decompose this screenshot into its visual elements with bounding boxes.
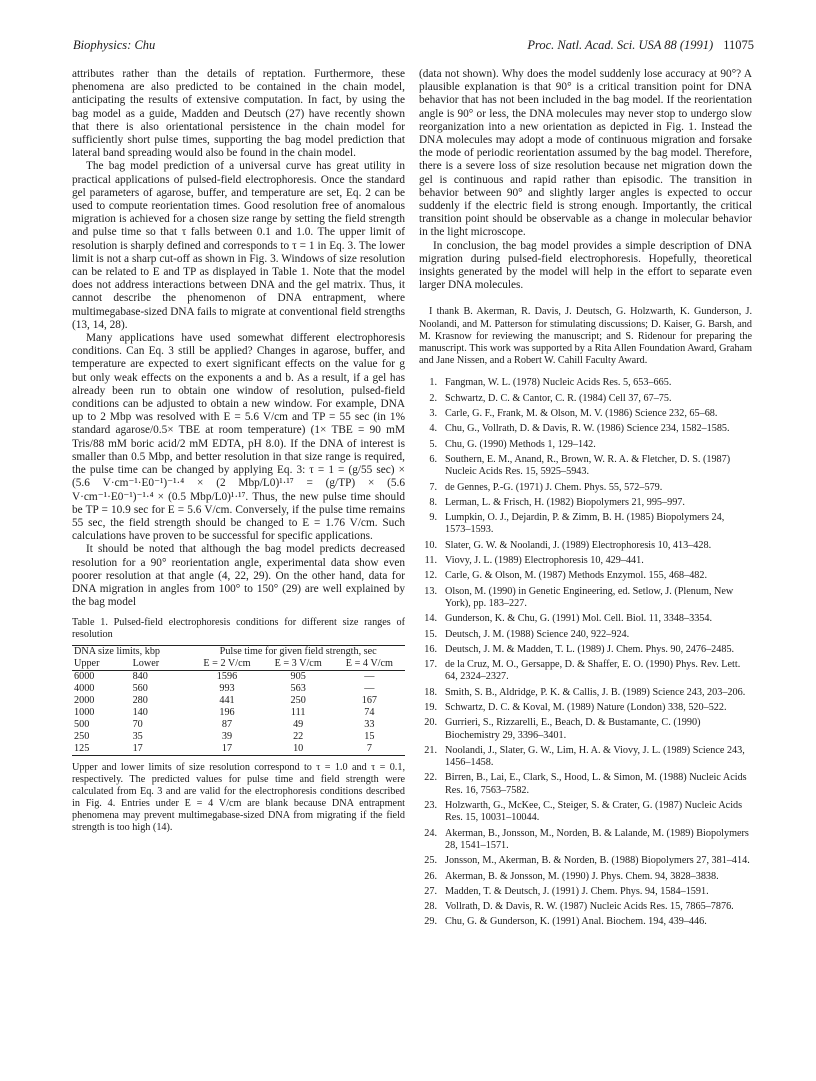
data-table bbox=[72, 645, 405, 756]
reference-text: Schwartz, D. C. & Cantor, C. R. (1984) Cell 37, 67–75. bbox=[445, 392, 672, 404]
reference-text: Deutsch, J. M. & Madden, T. L. (1989) J. Chem. Phys. 90, 2476–2485. bbox=[445, 643, 735, 655]
reference-item bbox=[419, 377, 752, 389]
table-body bbox=[72, 671, 405, 756]
reference-list bbox=[419, 377, 752, 928]
reference-item bbox=[419, 423, 752, 435]
table-cell: 15 bbox=[364, 731, 375, 743]
reference-text: de la Cruz, M. O., Gersappe, D. & Shaffer, E. O. (1990) Phys. Rev. Lett. 64, 2324–2327. bbox=[445, 659, 741, 683]
reference-text: Olson, M. (1990) in Genetic Engineering, ed. Setlow, J. (Plenum, New York), pp. 183–227. bbox=[445, 585, 734, 609]
right-column bbox=[419, 68, 752, 932]
table-cell: 250 bbox=[290, 695, 306, 707]
reference-text: Chu, G., Vollrath, D. & Davis, R. W. (1986) Science 234, 1582–1585. bbox=[445, 423, 730, 435]
reference-item bbox=[419, 871, 752, 883]
body-paragraph: In conclusion, the bag model provides a simple description of DNA migration during pulsed-field electrophoresis. Hopefully, theoretical insights generated by the model will help in the effort to separate even larger DNA molecules. bbox=[419, 239, 752, 292]
reference-text: Akerman, B., Jonsson, M., Norden, B. & Lalande, M. (1989) Biopolymers 28, 1541–1571. bbox=[445, 827, 749, 851]
reference-number: 25. bbox=[424, 855, 437, 867]
reference-text: Carle, G. & Olson, M. (1987) Methods Enzymol. 155, 468–482. bbox=[445, 570, 708, 582]
reference-item bbox=[419, 745, 752, 770]
table-column-header: Upper bbox=[74, 658, 100, 670]
reference-text: Jonsson, M., Akerman, B. & Norden, B. (1988) Biopolymers 27, 381–414. bbox=[445, 855, 750, 867]
table-cell: 39 bbox=[221, 731, 233, 743]
table-cell: 500 bbox=[74, 719, 90, 731]
table-cell: 17 bbox=[132, 743, 143, 755]
reference-text: Vollrath, D. & Davis, R. W. (1987) Nucleic Acids Res. 15, 7865–7876. bbox=[445, 901, 734, 913]
journal-citation: Proc. Natl. Acad. Sci. USA 88 (1991) bbox=[527, 38, 714, 52]
reference-text: Smith, S. B., Aldridge, P. K. & Callis, J. B. (1989) Science 243, 203–206. bbox=[445, 686, 746, 698]
reference-item bbox=[419, 629, 752, 641]
table-cell: 74 bbox=[364, 707, 375, 719]
table-cell: — bbox=[364, 671, 375, 683]
reference-item bbox=[419, 497, 752, 509]
reference-number: 2. bbox=[429, 392, 437, 404]
table-cell: 49 bbox=[293, 719, 304, 731]
acknowledgment: I thank B. Akerman, R. Davis, J. Deutsch, G. Holzwarth, K. Gunderson, J. Noolandi, and M. Patterson for stimulating discussions; D. Kaiser, G. Barsh, and M. Krasnow for reviewing the manuscript; and S. Ridenour for preparing the manuscript. This work was supported by a Rita Allen Foundation Award, Graham and Jane Nissen, and a Robert W. Cahill Faculty Award. bbox=[419, 306, 752, 367]
reference-item bbox=[419, 644, 752, 656]
reference-number: 12. bbox=[424, 570, 437, 582]
body-paragraph: (data not shown). Why does the model suddenly lose accuracy at 90°? A plausible explanation is that 90° is a critical transition point for DNA behavior that has not been included in the bag model. If the reorientation angle is 90° or less, the DNA molecules may never stop to undergo slow reorganization into a new orientation as depicted in Fig. 1. Instead the DNA molecules may adopt a mode of continuous migration and forsake the mode of periodic reorientation assumed by the bag model. Therefore, there is a severe loss of size resolution because net migration down the gel is continuous and rapid rather than episodic. The transition in behavior between 90° and slightly larger angles is expected to occur suddenly if the electric field is strong enough. Importantly, the critical transition point should be observable as a change in molecular behavior in the light microscope. bbox=[419, 68, 752, 239]
table-row bbox=[72, 707, 405, 719]
reference-number: 7. bbox=[429, 481, 437, 493]
reference-text: Viovy, J. L. (1989) Electrophoresis 10, 429–441. bbox=[445, 555, 644, 567]
body-paragraph: attributes rather than the details of reptation. Furthermore, these phenomena are also predicted to be contained in the chain model, anticipating the results of extensive computation. In fact, by using the bag model as a guide, Madden and Deutsch (27) have recently shown that there is also orientational persistence in the chain model for sufficiently short pulse times, supporting the bag model prediction that lateral band spreading would also be found in the chain model. bbox=[72, 68, 405, 160]
table-row bbox=[72, 743, 405, 756]
reference-number: 23. bbox=[424, 800, 437, 812]
reference-text: Southern, E. M., Anand, R., Brown, W. R. A. & Fletcher, D. S. (1987) Nucleic Acids Res. 15, 5925–5943. bbox=[445, 453, 731, 478]
reference-item bbox=[419, 439, 752, 451]
reference-number: 24. bbox=[424, 827, 437, 839]
table-cell: 196 bbox=[219, 707, 235, 719]
table-cell: 905 bbox=[290, 671, 306, 683]
table-cell: 22 bbox=[293, 731, 304, 743]
table-column-header: E = 4 V/cm bbox=[345, 658, 393, 670]
table-row bbox=[72, 719, 405, 731]
body-paragraph: Many applications have used somewhat different electrophoresis conditions. Can Eq. 3 still be applied? Changes in agarose, buffer, and temperature are expected to exert significant effects on the value for g but only weak effects on the exponents a and b. As a result, if a gel has already been run to obtain one window of resolution, pulsed-field conditions can be adjusted to obtain a new window. For example, DNA up to 2 Mbp was resolved with E = 5.6 V/cm and TP = 55 sec (in 1% standard agarose/0.5× TBE at room temperature) (1× TBE = 90 mM Tris/88 mM boric acid/2 mM EDTA, pH 8.0). If the DNA of interest is smaller than 0.5 Mbp, and better resolution in that size range is required, the pulse time can be changed by applying Eq. 3: τ = 1 = (g/55 sec) × (5.6 V·cm⁻¹·E0⁻¹)⁻¹·⁴ × (2 Mbp/L0)¹·¹⁷ = (g/TP) × (5.6 V·cm⁻¹·E0⁻¹)⁻¹·⁴ × (0.5 Mbp/L0)¹·¹⁷. Thus, the new pulse time should be TP = 10.9 sec for E = 5.6 V/cm. Conversely, if the pulse time remains 55 sec, the field strength should be changed to E = 1.76 V/cm. Such calculations have proven to be successful for specific applications. bbox=[72, 332, 405, 543]
reference-item bbox=[419, 855, 752, 867]
table-column-header: E = 3 V/cm bbox=[274, 658, 322, 670]
reference-number: 4. bbox=[429, 423, 437, 435]
reference-text: de Gennes, P.-G. (1971) J. Chem. Phys. 55, 572–579. bbox=[445, 481, 663, 493]
reference-item bbox=[419, 828, 752, 853]
table-cell: 7 bbox=[366, 743, 372, 755]
reference-text: Chu, G. & Gunderson, K. (1991) Anal. Biochem. 194, 439–446. bbox=[445, 916, 707, 928]
body-paragraph: The bag model prediction of a universal curve has great utility in practical applications of pulsed-field electrophoresis. Once the standard gel parameters of agarose, buffer, and temperature are set, Eq. 2 can be used to compute reorientation times. Good resolution free of anomalous migration is achieved for a chosen size range by setting the field strength and pulse time so that τ falls between 0.1 and 1.0. The upper limit of resolution is sharply defined and corresponds to τ = 1 in Eq. 3. The lower limit is not a sharp cut-off as shown in Fig. 3. Windows of size resolution can be related to E and TP as displayed in Table 1. Note that the model does not address interactions between DNA and the gel matrix. Thus, it cannot describe the phenomenon of DNA entrapment, where multimegabase-sized DNA fails to migrate at conventional field strengths (13, 14, 28). bbox=[72, 160, 405, 331]
reference-text: Noolandi, J., Slater, G. W., Lim, H. A. & Viovy, J. L. (1989) Science 243, 1456–1458. bbox=[445, 744, 745, 769]
table-cell: 17 bbox=[221, 743, 233, 755]
reference-number: 20. bbox=[424, 717, 437, 729]
table-cell: 1000 bbox=[74, 707, 95, 719]
table-cell: 35 bbox=[132, 731, 143, 743]
table-group-header: Pulse time for given field strength, sec bbox=[219, 646, 377, 658]
reference-text: Birren, B., Lai, E., Clark, S., Hood, L. & Simon, M. (1988) Nucleic Acids Res. 16, 7563–7582. bbox=[445, 772, 747, 796]
reference-number: 9. bbox=[429, 512, 437, 524]
reference-item bbox=[419, 659, 752, 684]
reference-text: Gurrieri, S., Rizzarelli, E., Beach, D. & Bustamante, C. (1990) Biochemistry 29, 3396–3401. bbox=[445, 717, 701, 741]
body-paragraph: It should be noted that although the bag model predicts decreased resolution for a 90° reorientation angle, experimental data show even poorer resolution at that angle (4, 22, 29). On the other hand, data for DNA migration in angles from 100° to 150° (29) are well explained by the bag model bbox=[72, 543, 405, 609]
table-cell: 280 bbox=[132, 695, 148, 707]
running-header-journal bbox=[527, 38, 754, 53]
table-footnote: Upper and lower limits of size resolution correspond to τ = 1.0 and τ = 0.1, respectively. The predicted values for pulse time and field strength were calculated from Eq. 3 and are valid for the electrophoresis conditions described in Fig. 4. Entries under E = 4 V/cm are blank because DNA entrapment phenomena may prevent multimegabase-sized DNA from migrating if the field strength is too high (14). bbox=[72, 762, 405, 834]
reference-number: 19. bbox=[424, 702, 437, 713]
table-cell: 6000 bbox=[74, 671, 95, 683]
table-cell: 563 bbox=[290, 683, 306, 695]
reference-item bbox=[419, 570, 752, 582]
page-number: 11075 bbox=[723, 38, 754, 52]
reference-number: 5. bbox=[429, 438, 437, 450]
reference-number: 3. bbox=[429, 408, 437, 420]
table-cell: 125 bbox=[74, 743, 90, 755]
table-cell: 840 bbox=[132, 671, 148, 683]
reference-number: 28. bbox=[424, 901, 437, 913]
running-header-section: Biophysics: Chu bbox=[73, 38, 156, 52]
table-row bbox=[72, 695, 405, 707]
table-cell: 10 bbox=[293, 743, 304, 755]
table-caption: Table 1. Pulsed-field electrophoresis conditions for different size ranges of resolution bbox=[72, 617, 405, 641]
table-cell: 560 bbox=[132, 683, 148, 695]
reference-number: 18. bbox=[424, 686, 437, 698]
reference-text: Lerman, L. & Frisch, H. (1982) Biopolymers 21, 995–997. bbox=[445, 496, 685, 508]
table-cell: 250 bbox=[74, 731, 90, 743]
table-row bbox=[72, 683, 405, 695]
reference-item bbox=[419, 772, 752, 797]
table-cell: 33 bbox=[364, 719, 375, 731]
reference-number: 27. bbox=[424, 885, 437, 897]
reference-text: Gunderson, K. & Chu, G. (1991) Mol. Cell. Biol. 11, 3348–3354. bbox=[445, 613, 713, 625]
reference-item bbox=[419, 916, 752, 928]
table-cell: 1596 bbox=[216, 671, 238, 683]
reference-item bbox=[419, 393, 752, 405]
reference-number: 10. bbox=[424, 539, 437, 551]
reference-item bbox=[419, 512, 752, 537]
table-row bbox=[72, 671, 405, 684]
reference-number: 14. bbox=[424, 613, 437, 625]
reference-number: 21. bbox=[424, 744, 437, 756]
reference-item bbox=[419, 717, 752, 742]
reference-item bbox=[419, 886, 752, 898]
reference-number: 11. bbox=[424, 555, 437, 567]
reference-text: Slater, G. W. & Noolandi, J. (1989) Electrophoresis 10, 413–428. bbox=[445, 539, 712, 551]
reference-item bbox=[419, 800, 752, 825]
table-cell: 87 bbox=[221, 719, 233, 731]
table-cell: 2000 bbox=[74, 695, 95, 707]
reference-number: 26. bbox=[424, 870, 437, 882]
reference-item bbox=[419, 540, 752, 552]
reference-number: 16. bbox=[424, 643, 437, 655]
reference-number: 29. bbox=[424, 916, 437, 928]
reference-text: Fangman, W. L. (1978) Nucleic Acids Res. 5, 653–665. bbox=[445, 377, 672, 389]
left-column bbox=[72, 68, 405, 834]
reference-number: 15. bbox=[424, 628, 437, 640]
reference-item bbox=[419, 408, 752, 420]
table-cell: 167 bbox=[361, 695, 378, 707]
table-column-header: Lower bbox=[132, 658, 160, 670]
reference-text: Lumpkin, O. J., Dejardin, P. & Zimm, B. H. (1985) Biopolymers 24, 1573–1593. bbox=[445, 512, 725, 536]
table-column-header: E = 2 V/cm bbox=[203, 658, 251, 670]
reference-number: 13. bbox=[424, 585, 437, 597]
reference-number: 22. bbox=[424, 772, 437, 784]
table-cell: 993 bbox=[219, 683, 235, 695]
table-cell: 441 bbox=[219, 695, 235, 707]
table-group-header: DNA size limits, kbp bbox=[74, 646, 161, 658]
reference-number: 1. bbox=[429, 377, 437, 389]
reference-text: Chu, G. (1990) Methods 1, 129–142. bbox=[445, 438, 596, 450]
reference-item bbox=[419, 702, 752, 714]
reference-text: Holzwarth, G., McKee, C., Steiger, S. & Crater, G. (1987) Nucleic Acids Res. 15, 10031–10044. bbox=[445, 800, 743, 824]
reference-text: Carle, G. F., Frank, M. & Olson, M. V. (1986) Science 232, 65–68. bbox=[445, 408, 718, 420]
reference-item bbox=[419, 901, 752, 913]
reference-item bbox=[419, 454, 752, 479]
reference-text: Akerman, B. & Jonsson, M. (1990) J. Phys. Chem. 94, 3828–3838. bbox=[445, 870, 719, 882]
reference-item bbox=[419, 586, 752, 611]
reference-number: 17. bbox=[424, 659, 437, 671]
table-cell: 111 bbox=[290, 707, 306, 719]
reference-text: Schwartz, D. C. & Koval, M. (1989) Nature (London) 338, 520–522. bbox=[445, 702, 727, 713]
reference-item bbox=[419, 687, 752, 699]
table-row bbox=[72, 731, 405, 743]
table-cell: 70 bbox=[132, 719, 143, 731]
reference-item bbox=[419, 613, 752, 625]
reference-number: 6. bbox=[429, 453, 437, 465]
reference-item bbox=[419, 555, 752, 567]
reference-item bbox=[419, 482, 752, 494]
table-cell: 4000 bbox=[74, 683, 95, 695]
reference-number: 8. bbox=[429, 496, 437, 508]
reference-text: Deutsch, J. M. (1988) Science 240, 922–924. bbox=[445, 628, 630, 640]
reference-text: Madden, T. & Deutsch, J. (1991) J. Chem. Phys. 94, 1584–1591. bbox=[445, 885, 709, 897]
table-cell: 140 bbox=[132, 707, 148, 719]
table-cell: — bbox=[364, 683, 375, 695]
